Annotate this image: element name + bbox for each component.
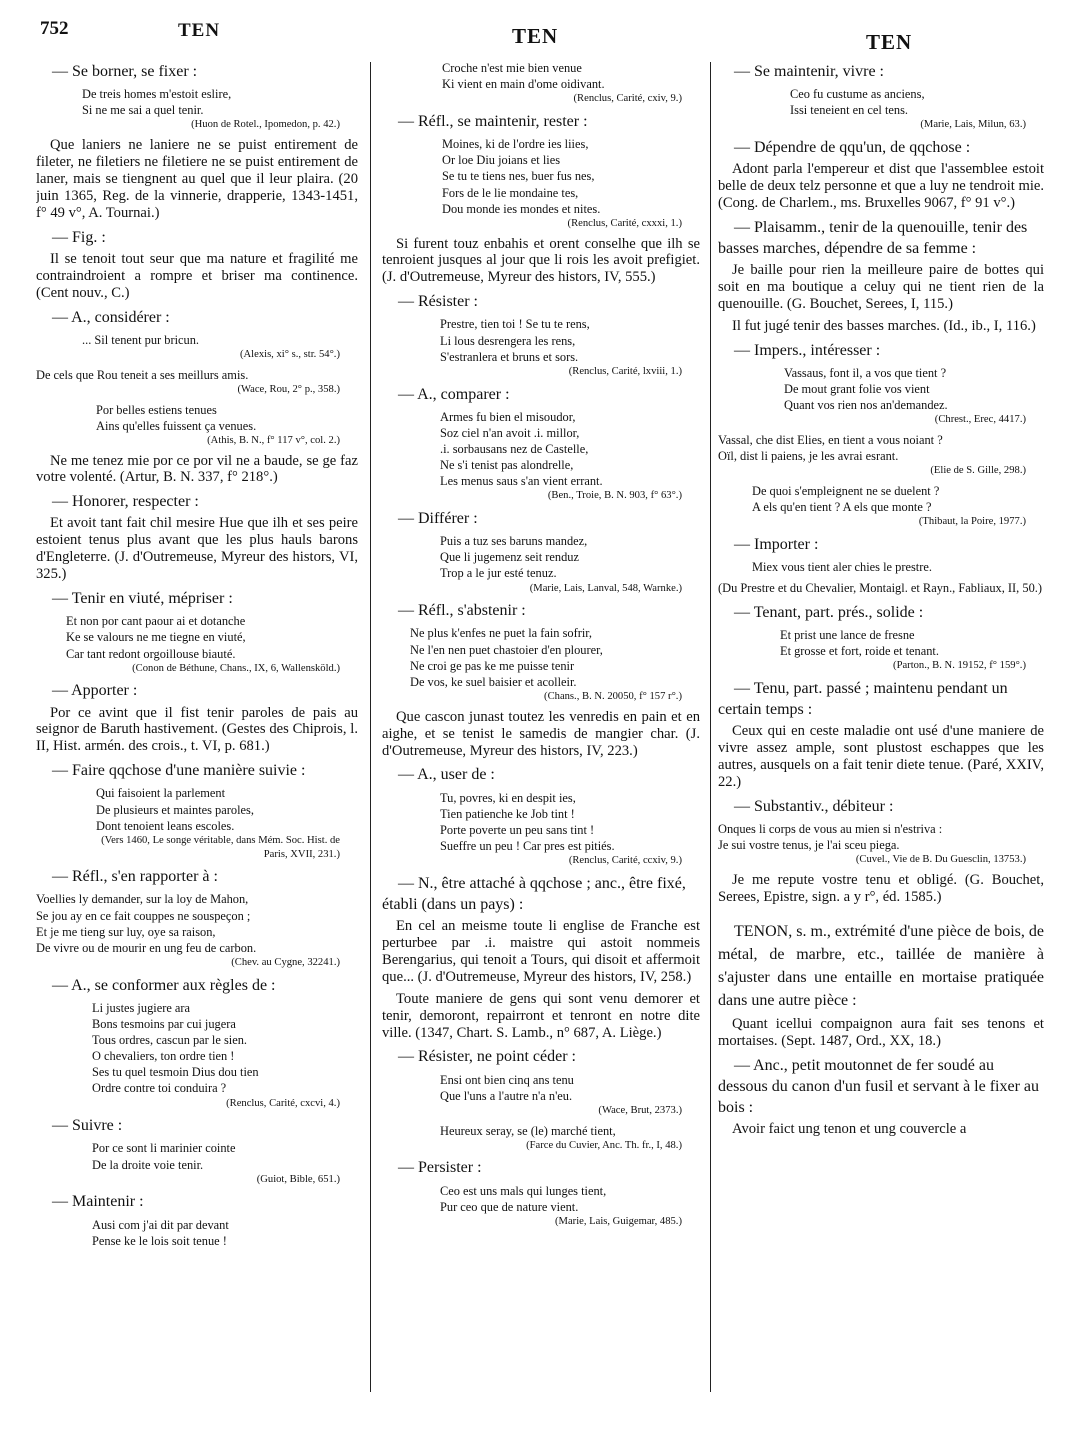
verse-line: Ses tu quel tesmoin Dius dou tien — [92, 1065, 259, 1080]
verse-line: Ausi com j'ai dit par devant — [92, 1217, 229, 1232]
verse-line: Croche n'est mie bien venue — [442, 61, 582, 75]
verse-line: Se jou ay en ce fait couppes ne souspeçon ; — [36, 908, 251, 923]
citation-paragraph: Que cascon junast toutez les venredis en pain et en aighe, et se tenist le samedis de mangier char. (J. d'Outremeuse, Myreur des histors, IV, 223.) — [382, 708, 700, 759]
verse-line: Ke se valours ne me tiegne en viuté, — [66, 630, 246, 645]
verse-quotation — [82, 86, 358, 132]
citation-paragraph: Et avoit tant fait chil mesire Hue que ilh et ses peire estoient tenus plus avant que les plus hauls barons d'Engleterre. (J. d'Outremeuse, Myreur des histors, VI, 325.) — [36, 515, 358, 583]
sense-heading: — Dépendre de qqu'un, de qqchose : — [734, 139, 971, 157]
source-reference: (Chans., B. N. 20050, f° 157 r°.) — [544, 690, 682, 702]
verse-line: Vassal, che dist Elies, en tient a vous noiant ? — [718, 433, 943, 448]
sense-heading: — Réfl., s'abstenir : — [398, 602, 526, 620]
running-head-center: TEN — [512, 24, 559, 48]
source-reference: (Conon de Béthune, Chans., IX, 6, Wallensköld.) — [132, 662, 340, 674]
verse-quotation — [96, 402, 358, 448]
sense-heading: — Tenant, part. prés., solide : — [734, 603, 924, 621]
source-reference: (Marie, Lais, Lanval, 548, Warnke.) — [529, 582, 682, 594]
verse-line: Pur ceo que de nature vient. — [440, 1199, 579, 1214]
verse-line: Ne plus k'enfes ne puet la fain sofrir, — [410, 626, 593, 641]
verse-quotation — [442, 136, 700, 230]
source-reference: (Thibaut, la Poire, 1977.) — [918, 516, 1026, 528]
verse-quotation — [752, 483, 1044, 529]
verse-line: Armes fu bien el misoudor, — [440, 409, 576, 424]
column-rule — [710, 62, 711, 1392]
source-reference: (Cuvel., Vie de B. Du Guesclin, 13753.) — [855, 853, 1026, 865]
verse-line: Et prist une lance de fresne — [780, 627, 915, 642]
verse-line: Bons tesmoins par cui jugera — [92, 1016, 236, 1031]
verse-line: Por ce sont li marinier cointe — [92, 1141, 236, 1156]
column-middle — [382, 56, 700, 1436]
sense-heading: — Se maintenir, vivre : — [734, 63, 884, 80]
verse-line: Dou monde ies mondes et nites. — [442, 201, 601, 216]
citation-paragraph: Je baille pour rien la meilleure paire de bottes qui soit en ma boutique a celuy qui ne tient rien de la quenouille. (G. Bouchet, Serees, I, 115.) — [718, 262, 1044, 313]
verse-line: Moines, ki de l'ordre ies liies, — [442, 137, 589, 152]
verse-line: Ains qu'elles fuissent ça venues. — [96, 418, 257, 433]
verse-line: Les menus saus s'an vient errant. — [440, 474, 603, 489]
verse-line: Car tant redont orgoillouse biauté. — [66, 646, 236, 661]
verse-line: Voellies ly demander, sur la loy de Mahon, — [36, 892, 249, 907]
source-reference: (Elie de S. Gille, 298.) — [930, 465, 1026, 477]
sense-heading: — Honorer, respecter : — [52, 493, 199, 511]
verse-line: Li justes jugiere ara — [92, 1000, 191, 1015]
verse-line: Soz ciel n'an avoit .i. millor, — [440, 425, 580, 440]
source-reference: (Vers 1460, Le songe véritable, dans Mém. Soc. Hist. de Paris, XVII, 231.) — [101, 834, 340, 860]
column-rule — [370, 62, 371, 1392]
sense-heading: — A., se conformer aux règles de : — [52, 976, 276, 994]
sense-heading: — Anc., petit moutonnet de fer soudé au dessous du canon d'un fusil et servant à le fixer au bois : — [718, 1057, 1040, 1117]
verse-line: O chevaliers, ton ordre tien ! — [92, 1049, 235, 1064]
source-reference: (Farce du Cuvier, Anc. Th. fr., I, 48.) — [526, 1139, 682, 1151]
verse-line: Onques li corps de vous au mien si n'estriva : — [718, 821, 943, 836]
verse-line: Issi teneient en cel tens. — [790, 103, 909, 118]
source-reference: (Marie, Lais, Milun, 63.) — [920, 119, 1026, 131]
verse-line: Et non por cant paour ai et dotanche — [66, 614, 246, 629]
verse-line: Ne croi ge pas ke me puisse tenir — [410, 658, 575, 673]
source-reference: (Renclus, Carité, cxcvi, 4.) — [226, 1097, 340, 1109]
column-left — [36, 56, 358, 1436]
verse-line: Que li jugemenz seit renduz — [440, 550, 580, 565]
verse-quotation — [92, 1140, 358, 1186]
verse-line: De treis homes m'estoit eslire, — [82, 87, 232, 102]
page-header — [0, 14, 1078, 54]
citation-paragraph: Que laniers ne laniere ne se puist entirement de fileter, ne filetiers ne filetiere ne se puist entirement de laner, mais se tiengnent au quel que il leur plaira. (20 juin 1365, Reg. de la vinnerie, drapperie, 1343-1451, f° 49 v°, A. Tournai.) — [36, 137, 358, 221]
verse-line: De plusieurs et maintes paroles, — [96, 802, 254, 817]
sense-heading: — Persister : — [398, 1159, 482, 1177]
source-reference: (Renclus, Carité, ccxiv, 9.) — [568, 855, 682, 867]
sense-heading: — A., considérer : — [52, 308, 170, 326]
verse-quotation — [92, 1217, 358, 1249]
citation-paragraph: Avoir faict ung tenon et ung couvercle a — [732, 1121, 967, 1138]
verse-line: Ordre contre toi conduira ? — [92, 1081, 227, 1096]
sense-heading: — Résister, ne point céder : — [398, 1048, 576, 1066]
citation-paragraph: Il fut jugé tenir des basses marches. (Id., ib., I, 116.) — [732, 317, 1036, 334]
verse-line: A els qu'en tient ? A els que monte ? — [752, 500, 932, 515]
verse-line: Tous ordres, cascun par le sien. — [92, 1033, 247, 1048]
verse-quotation — [718, 432, 1044, 478]
running-head-right: TEN — [866, 30, 913, 54]
citation-paragraph: Adont parla l'empereur et dist que l'assemblee estoit belle de deux telz personne et que a luy ne tendroit mie. (Cong. de Charlem., ms. Bruxelles 9067, f° 91 v°.) — [718, 161, 1044, 212]
verse-line: Pense ke le lois soit tenue ! — [92, 1233, 227, 1248]
verse-line: Ne l'en nen puet chastoier d'en plourer, — [410, 642, 603, 657]
verse-line: De vos, ke suel baisier et acolleir. — [410, 674, 577, 689]
citation-paragraph: Si furent touz enbahis et orent conselhe que ilh se tenroient jusques al jour que li rois les avoit prefigiet. (J. d'Outremeuse, Myreur des histors, IV, 555.) — [382, 235, 700, 286]
verse-line: Ne s'i tenist pas alondrelle, — [440, 458, 574, 473]
verse-line: Ceo fu custume as anciens, — [790, 87, 925, 102]
column-right — [718, 56, 1044, 1436]
source-reference: (Parton., B. N. 19152, f° 159°.) — [893, 659, 1026, 671]
verse-quotation — [440, 409, 700, 503]
sense-heading: — Maintenir : — [52, 1193, 144, 1211]
verse-quotation — [718, 580, 1044, 596]
verse-quotation — [82, 332, 358, 362]
verse-line: (Du Prestre et du Chevalier, Montaigl. et Rayn., Fabliaux, II, 50.) — [718, 581, 1042, 596]
verse-line: Ensi ont bien cinq ans tenu — [440, 1072, 574, 1087]
source-reference: (Ben., Troie, B. N. 903, f° 63°.) — [547, 490, 682, 502]
verse-quotation — [440, 1072, 700, 1118]
sense-heading: — Tenir en viuté, mépriser : — [52, 590, 233, 608]
verse-quotation — [790, 86, 1044, 132]
citation-paragraph: Toute maniere de gens qui sont venu demorer et tenir, demoront, repairront et tenront en notre dite ville. (1347, Chart. S. Lamb., n° 687, A. Liège.) — [382, 990, 700, 1041]
verse-quotation — [440, 316, 700, 378]
sense-heading: — Suivre : — [52, 1117, 123, 1135]
verse-line: Ceo est uns mals qui lunges tient, — [440, 1183, 607, 1198]
verse-line: .i. sorbausans nez de Castelle, — [440, 441, 589, 456]
verse-line: Porte poverte un peu sans tint ! — [440, 822, 595, 837]
verse-line: De mout grant folie vos vient — [784, 382, 930, 397]
source-reference: (Renclus, Carité, cxiv, 9.) — [573, 93, 682, 105]
source-reference: (Marie, Lais, Guigemar, 485.) — [555, 1215, 682, 1227]
verse-quotation — [36, 891, 358, 969]
verse-line: Tien patienche ke Job tint ! — [440, 806, 575, 821]
verse-line: Et je me tieng sur luy, oye sa raison, — [36, 924, 216, 939]
sense-heading: — Tenu, part. passé ; maintenu pendant un certain temps : — [718, 679, 1008, 718]
verse-quotation — [718, 821, 1044, 867]
verse-quotation — [36, 367, 358, 397]
source-reference: (Renclus, Carité, lxviii, 1.) — [568, 365, 682, 377]
verse-line: Qui faisoient la parlement — [96, 786, 226, 801]
source-reference: (Chrest., Erec, 4417.) — [934, 414, 1026, 426]
citation-paragraph: Ne me tenez mie por ce por vil ne a baude, se ge faz votre volenté. (Artur, B. N. 337, f° 218°.) — [36, 452, 358, 486]
verse-line: Li lous desrengera les rens, — [440, 333, 576, 348]
verse-line: Puis a tuz ses baruns mandez, — [440, 534, 588, 549]
verse-line: Trop a le jur esté tenuz. — [440, 566, 557, 581]
verse-line: Oïl, dist li paiens, je les avrai esrant. — [718, 449, 899, 464]
verse-quotation — [440, 790, 700, 868]
sense-heading: — Impers., intéresser : — [734, 341, 881, 359]
sense-heading: — Fig. : — [52, 228, 106, 246]
verse-quotation — [92, 1000, 358, 1111]
sense-heading: — Différer : — [398, 510, 478, 528]
verse-line: Prestre, tien toi ! Se tu te rens, — [440, 317, 590, 332]
source-reference: (Athis, B. N., f° 117 v°, col. 2.) — [207, 434, 340, 446]
running-head-left: TEN — [178, 20, 221, 41]
citation-paragraph: Quant icellui compaignon aura fait ses tenons et mortaises. (Sept. 1487, Ord., XX, 18.) — [718, 1016, 1044, 1050]
verse-line: Que l'uns a l'autre n'a n'eu. — [440, 1088, 573, 1103]
verse-line: Dont tenoient leans escoles. — [96, 818, 235, 833]
citation-paragraph: Je me repute vostre tenu et obligé. (G. Bouchet, Serees, Epistre, sign. a y r°, éd. 1585.) — [718, 871, 1044, 905]
verse-line: Heureux seray, se (le) marché tient, — [440, 1123, 616, 1138]
sense-heading: — A., comparer : — [398, 385, 510, 403]
verse-quotation — [66, 613, 358, 675]
verse-line: Or loe Diu joians et lies — [442, 153, 561, 168]
verse-line: Je sui vostre tenus, je l'ai sceu piega. — [718, 837, 900, 852]
verse-line: Si ne me sai a quel tenir. — [82, 103, 204, 118]
source-reference: (Wace, Rou, 2° p., 358.) — [237, 383, 340, 395]
sense-heading: — Importer : — [734, 536, 819, 554]
verse-quotation — [440, 1183, 700, 1229]
dictionary-entry: TENON, s. m., extrémité d'une pièce de bois, de métal, de marbre, etc., taillée de manière à s'ajuster dans une entaille en mortaise pratiquée dans une autre pièce : — [718, 922, 1044, 1010]
verse-line: Se tu te tiens nes, buer fus nes, — [442, 169, 595, 184]
citation-paragraph: En cel an meisme toute li englise de Franche est perturbee par .i. maistre qui astoit nommeis Berengarius, qui tenoit a Tours, qui disoit et affermoit que... (J. d'Outremeuse, Myreur des histors, IV, 258.) — [382, 918, 700, 985]
source-reference: (Renclus, Carité, cxxxi, 1.) — [567, 217, 682, 229]
verse-line: Vassaus, font il, a vos que tient ? — [784, 366, 947, 381]
citation-paragraph: Il se tenoit tout seur que ma nature et fragilité me contraindroient a rompre et briser ma continence. (Cent nouv., C.) — [36, 250, 358, 301]
sense-heading: — Se borner, se fixer : — [52, 63, 198, 80]
verse-line: S'estranlera et bruns et sors. — [440, 349, 579, 364]
verse-line: De cels que Rou teneit a ses meillurs amis. — [36, 367, 249, 382]
sense-heading: — Apporter : — [52, 682, 138, 700]
sense-heading: — Substantiv., débiteur : — [734, 797, 894, 815]
sense-heading: — A., user de : — [398, 766, 495, 784]
verse-line: ... Sil tenent pur bricun. — [82, 332, 200, 347]
sense-heading: — Résister : — [398, 293, 478, 311]
sense-heading: — Plaisamm., tenir de la quenouille, tenir des basses marches, dépendre de sa femme : — [718, 219, 1028, 258]
verse-quotation — [410, 625, 700, 703]
source-reference: (Wace, Brut, 2373.) — [598, 1104, 682, 1116]
verse-quotation — [442, 60, 700, 106]
verse-quotation — [784, 365, 1044, 427]
source-reference: (Huon de Rotel., Ipomedon, p. 42.) — [191, 119, 340, 131]
verse-quotation — [752, 559, 1044, 575]
sense-heading: — N., être attaché à qqchose ; anc., être fixé, établi (dans un pays) : — [382, 874, 686, 913]
verse-line: Por belles estiens tenues — [96, 402, 217, 417]
verse-line: Ki vient en main d'ome oidivant. — [442, 77, 605, 92]
source-reference: (Chev. au Cygne, 32241.) — [231, 956, 340, 968]
verse-line: De vivre ou de mourir en ung feu de carbon. — [36, 940, 257, 955]
verse-line: De quoi s'empleignent ne se duelent ? — [752, 484, 940, 499]
verse-line: De la droite voie tenir. — [92, 1157, 204, 1172]
verse-quotation — [96, 785, 358, 861]
source-reference: (Guiot, Bible, 651.) — [256, 1173, 340, 1185]
citation-paragraph: Por ce avint que il fist tenir paroles de pais au seignor de Baruth hastivement. (Gestes des Chiprois, l. II, Hist. armén. des crois., t. VI, p. 681.) — [36, 704, 358, 755]
sense-heading: — Réfl., s'en rapporter à : — [52, 868, 218, 886]
verse-line: Fors de le lie mondaine tes, — [442, 185, 579, 200]
verse-quotation — [440, 1123, 700, 1153]
source-reference: (Alexis, xi° s., str. 54°.) — [240, 348, 340, 360]
citation-paragraph: Ceux qui en ceste maladie ont usé d'une maniere de vivre assez ample, sont plustost eschappes que les autres, ausquels on a fait tenir diete tenue. (Paré, XXIV, 22.) — [718, 722, 1044, 790]
verse-quotation — [440, 533, 700, 595]
verse-line: Quant vos rien nos an'demandez. — [784, 398, 948, 413]
sense-heading: — Faire qqchose d'une manière suivie : — [52, 762, 306, 780]
verse-line: Tu, povres, ki en despit ies, — [440, 790, 576, 805]
sense-heading: — Réfl., se maintenir, rester : — [398, 113, 588, 131]
verse-quotation — [780, 627, 1044, 673]
verse-line: Miex vous tient aler chies le prestre. — [752, 560, 932, 575]
verse-line: Et grosse et fort, roide et tenant. — [780, 643, 939, 658]
page-number: 752 — [40, 18, 69, 39]
verse-line: Sueffre un peu ! Car pres est pitiés. — [440, 838, 615, 853]
